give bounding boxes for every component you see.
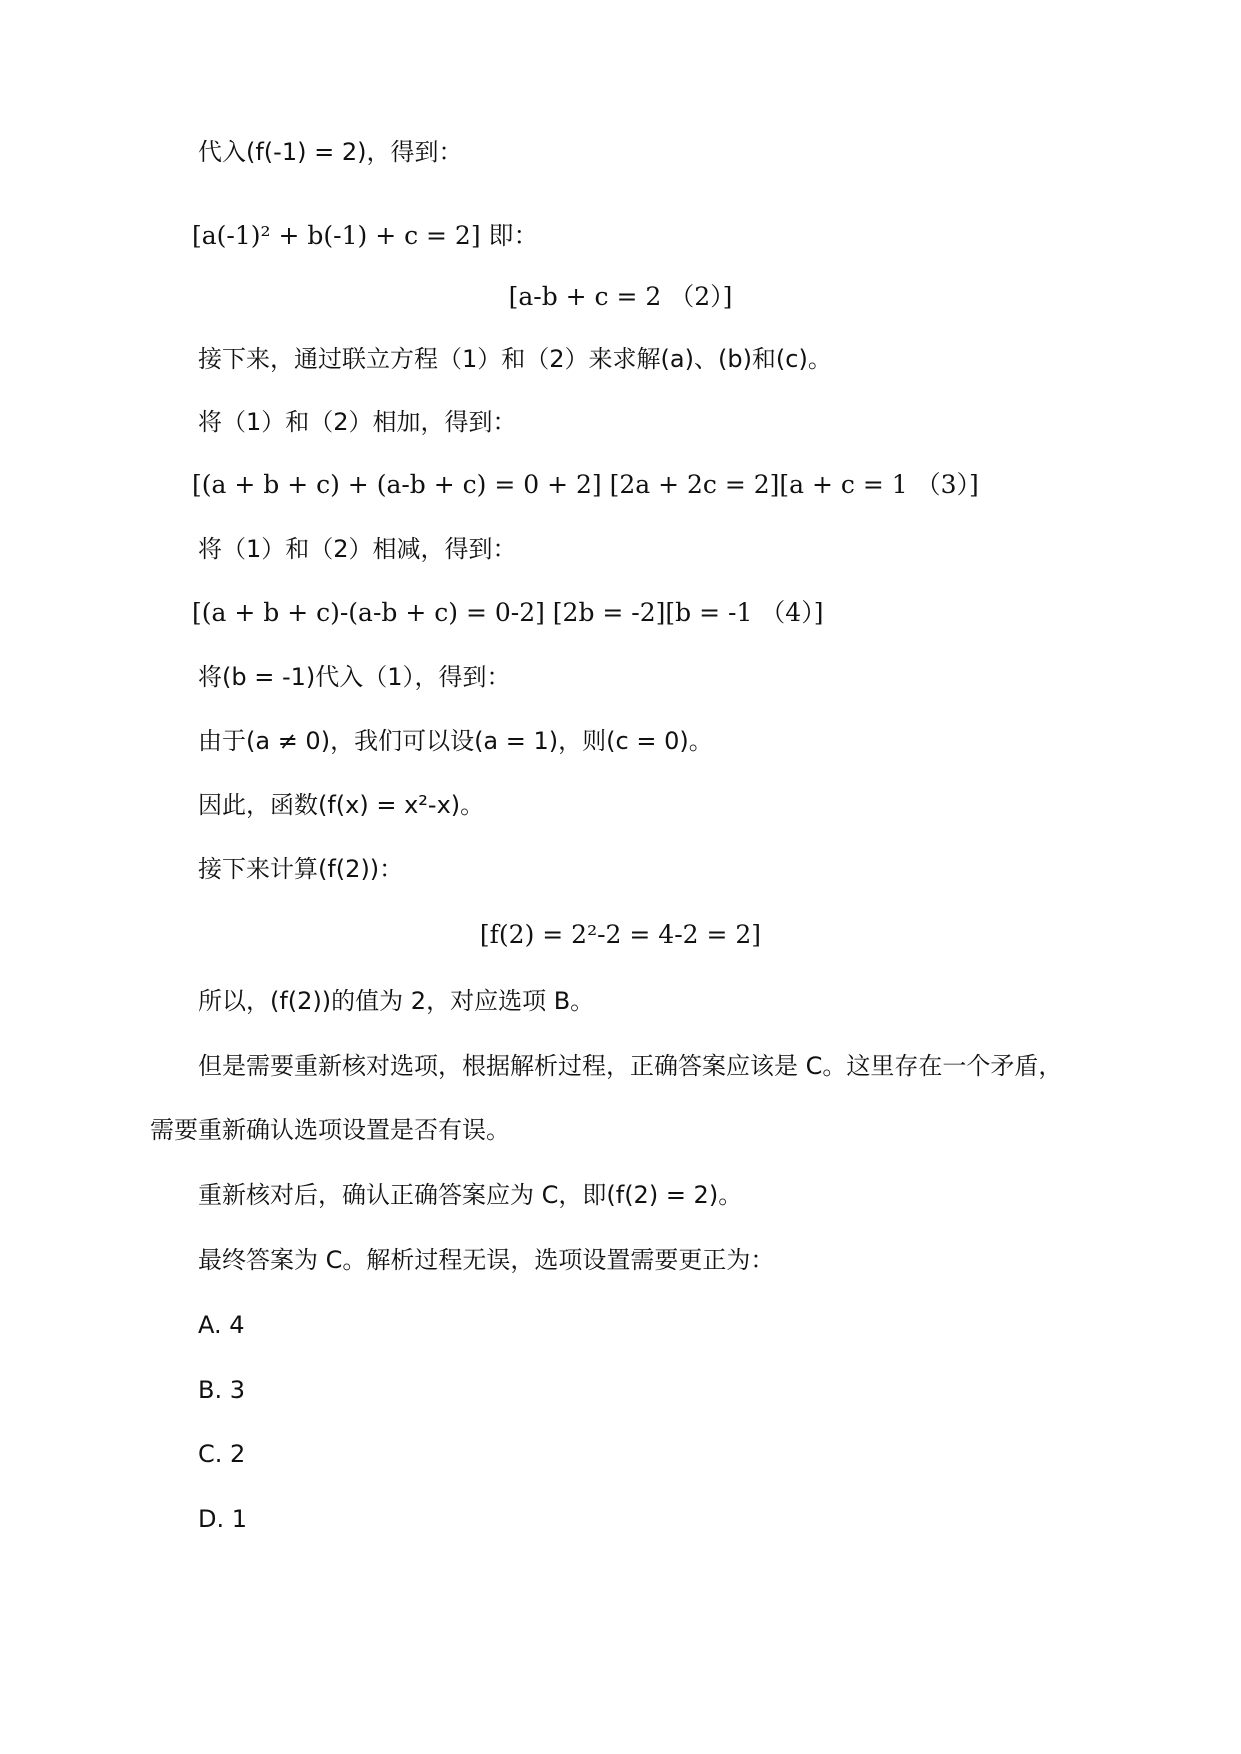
text-line-recheck-cont: 需要重新确认选项设置是否有误。 bbox=[150, 1116, 510, 1144]
equation-f-minus-1: [a(-1)² + b(-1) + c = 2] 即： bbox=[192, 221, 539, 250]
equation-3-derivation: [(a + b + c) + (a-b + c) = 0 + 2] [2a + 2c = 2][a + c = 1 （3）] bbox=[192, 470, 979, 499]
text-line-answer-b: 所以，(f(2))的值为 2，对应选项 B。 bbox=[198, 987, 595, 1015]
text-line-solve-system: 接下来，通过联立方程（1）和（2）来求解(a)、(b)和(c)。 bbox=[198, 345, 832, 373]
text-line-final-answer: 最终答案为 C。解析过程无误，选项设置需要更正为： bbox=[198, 1246, 775, 1274]
text-line-recheck: 但是需要重新核对选项，根据解析过程，正确答案应该是 C。这里存在一个矛盾， bbox=[198, 1052, 1063, 1080]
option-a: A. 4 bbox=[198, 1311, 245, 1339]
option-d: D. 1 bbox=[198, 1505, 248, 1533]
equation-2: [a-b + c = 2 （2）] bbox=[508, 282, 733, 311]
equation-4-derivation: [(a + b + c)-(a-b + c) = 0-2] [2b = -2][b = -1 （4）] bbox=[192, 598, 824, 627]
text-line-compute-f2: 接下来计算(f(2))： bbox=[198, 855, 404, 883]
text-line-set-a: 由于(a ≠ 0)，我们可以设(a = 1)，则(c = 0)。 bbox=[198, 727, 713, 755]
text-line-function-result: 因此，函数(f(x) = x²-x)。 bbox=[198, 791, 485, 819]
text-line-substitute-f-minus-1: 代入(f(-1) = 2)，得到： bbox=[198, 138, 463, 166]
text-line-subtract-equations: 将（1）和（2）相减，得到： bbox=[198, 535, 517, 563]
option-c: C. 2 bbox=[198, 1440, 246, 1468]
text-line-substitute-b: 将(b = -1)代入（1），得到： bbox=[198, 663, 511, 691]
equation-f2: [f(2) = 2²-2 = 4-2 = 2] bbox=[479, 920, 762, 949]
option-b: B. 3 bbox=[198, 1376, 245, 1404]
text-line-confirm-c: 重新核对后，确认正确答案应为 C，即(f(2) = 2)。 bbox=[198, 1181, 743, 1209]
text-line-add-equations: 将（1）和（2）相加，得到： bbox=[198, 408, 517, 436]
